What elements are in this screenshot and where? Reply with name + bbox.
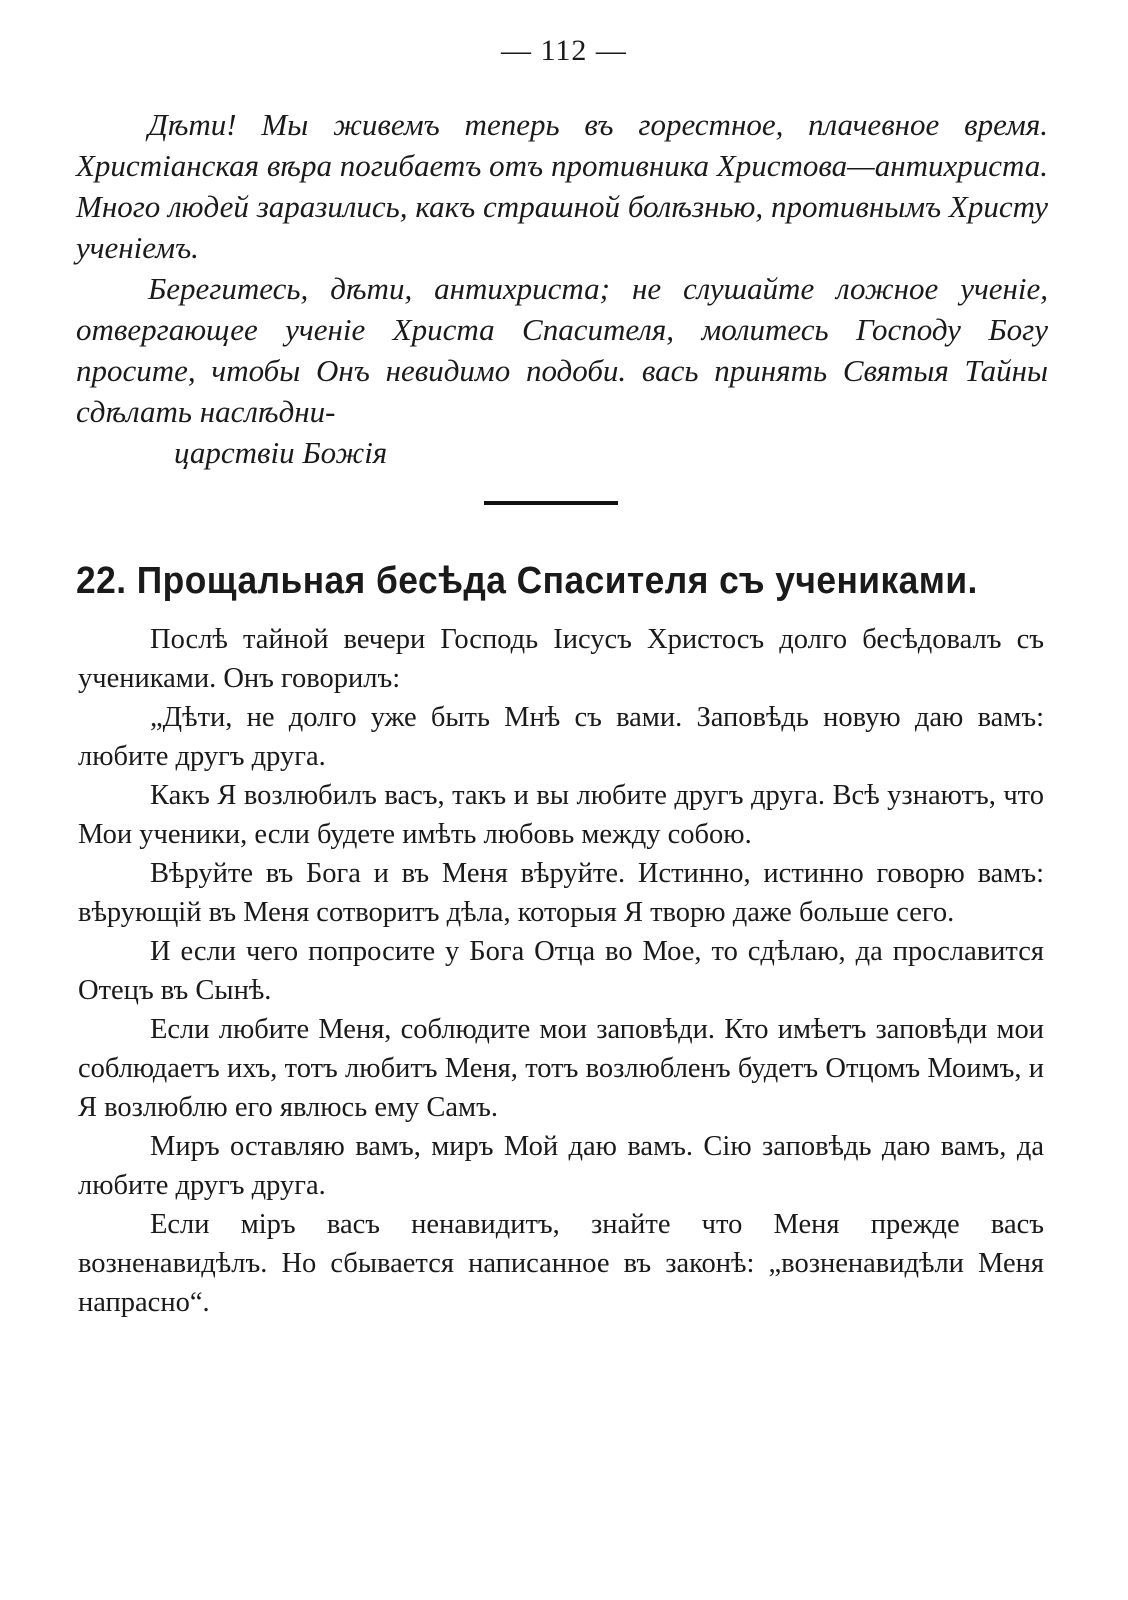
- body-paragraph: И если чего попросите у Бога Отца во Мое, то сдѣлаю, да прославится Отецъ въ Сынѣ.: [78, 936, 1044, 1006]
- body-paragraph: „Дѣти, не долго уже быть Мнѣ съ вами. Заповѣдь новую даю вамъ: любите другъ друга.: [78, 702, 1044, 772]
- body-paragraph: Вѣруйте въ Бога и въ Меня вѣруйте. Истинно, истинно говорю вамъ: вѣрующій въ Меня сотворитъ дѣла, которыя Я творю даже больше сего.: [78, 858, 1044, 928]
- exhortation-paragraph: Берегитесь, дѣти, антихриста; не слушайте ложное ученіе, отвергающее ученіе Христа Спасителя, молитесь Господу Богу просите, чтобы Онъ невидимо подоби. вась принять Святыя Тайны сдѣлать наслѣдни-: [76, 271, 1048, 429]
- exhortation-block: [76, 104, 1048, 473]
- body-text: [78, 620, 1044, 1322]
- exhortation-paragraph: Дѣти! Мы живемъ теперь въ горестное, плачевное время. Христіанская вѣра погибаетъ отъ противника Христова—антихриста. Много людей заразились, какъ страшной болѣзнью, противнымъ Христу ученіемъ.: [76, 107, 1048, 265]
- section-title: 22. Прощальная бесѣда Спасителя съ учениками.: [76, 560, 978, 602]
- body-paragraph: Послѣ тайной вечери Господь Іисусъ Христосъ долго бесѣдовалъ съ учениками. Онъ говорилъ:: [78, 624, 1044, 694]
- body-paragraph: Если любите Меня, соблюдите мои заповѣди. Кто имѣетъ заповѣди мои соблюдаетъ ихъ, тотъ любитъ Меня, тотъ возлюбленъ будетъ Отцомъ Моимъ, и Я возлюблю его явлюсь ему Самъ.: [78, 1014, 1044, 1123]
- body-paragraph: Миръ оставляю вамъ, миръ Мой даю вамъ. Сію заповѣдь даю вамъ, да любите другъ друга.: [78, 1131, 1044, 1201]
- body-paragraph: Если міръ васъ ненавидитъ, знайте что Меня прежде васъ возненавидѣлъ. Но сбывается написанное въ законѣ: „возненавидѣли Меня напрасно“.: [78, 1209, 1044, 1318]
- body-paragraph: Какъ Я возлюбилъ васъ, такъ и вы любите другъ друга. Всѣ узнаютъ, что Мои ученики, если будете имѣть любовь между собою.: [78, 780, 1044, 850]
- section-divider: [484, 501, 618, 505]
- page-number: — 112 —: [501, 34, 627, 67]
- exhortation-continuation: царствіи Божія: [174, 435, 388, 470]
